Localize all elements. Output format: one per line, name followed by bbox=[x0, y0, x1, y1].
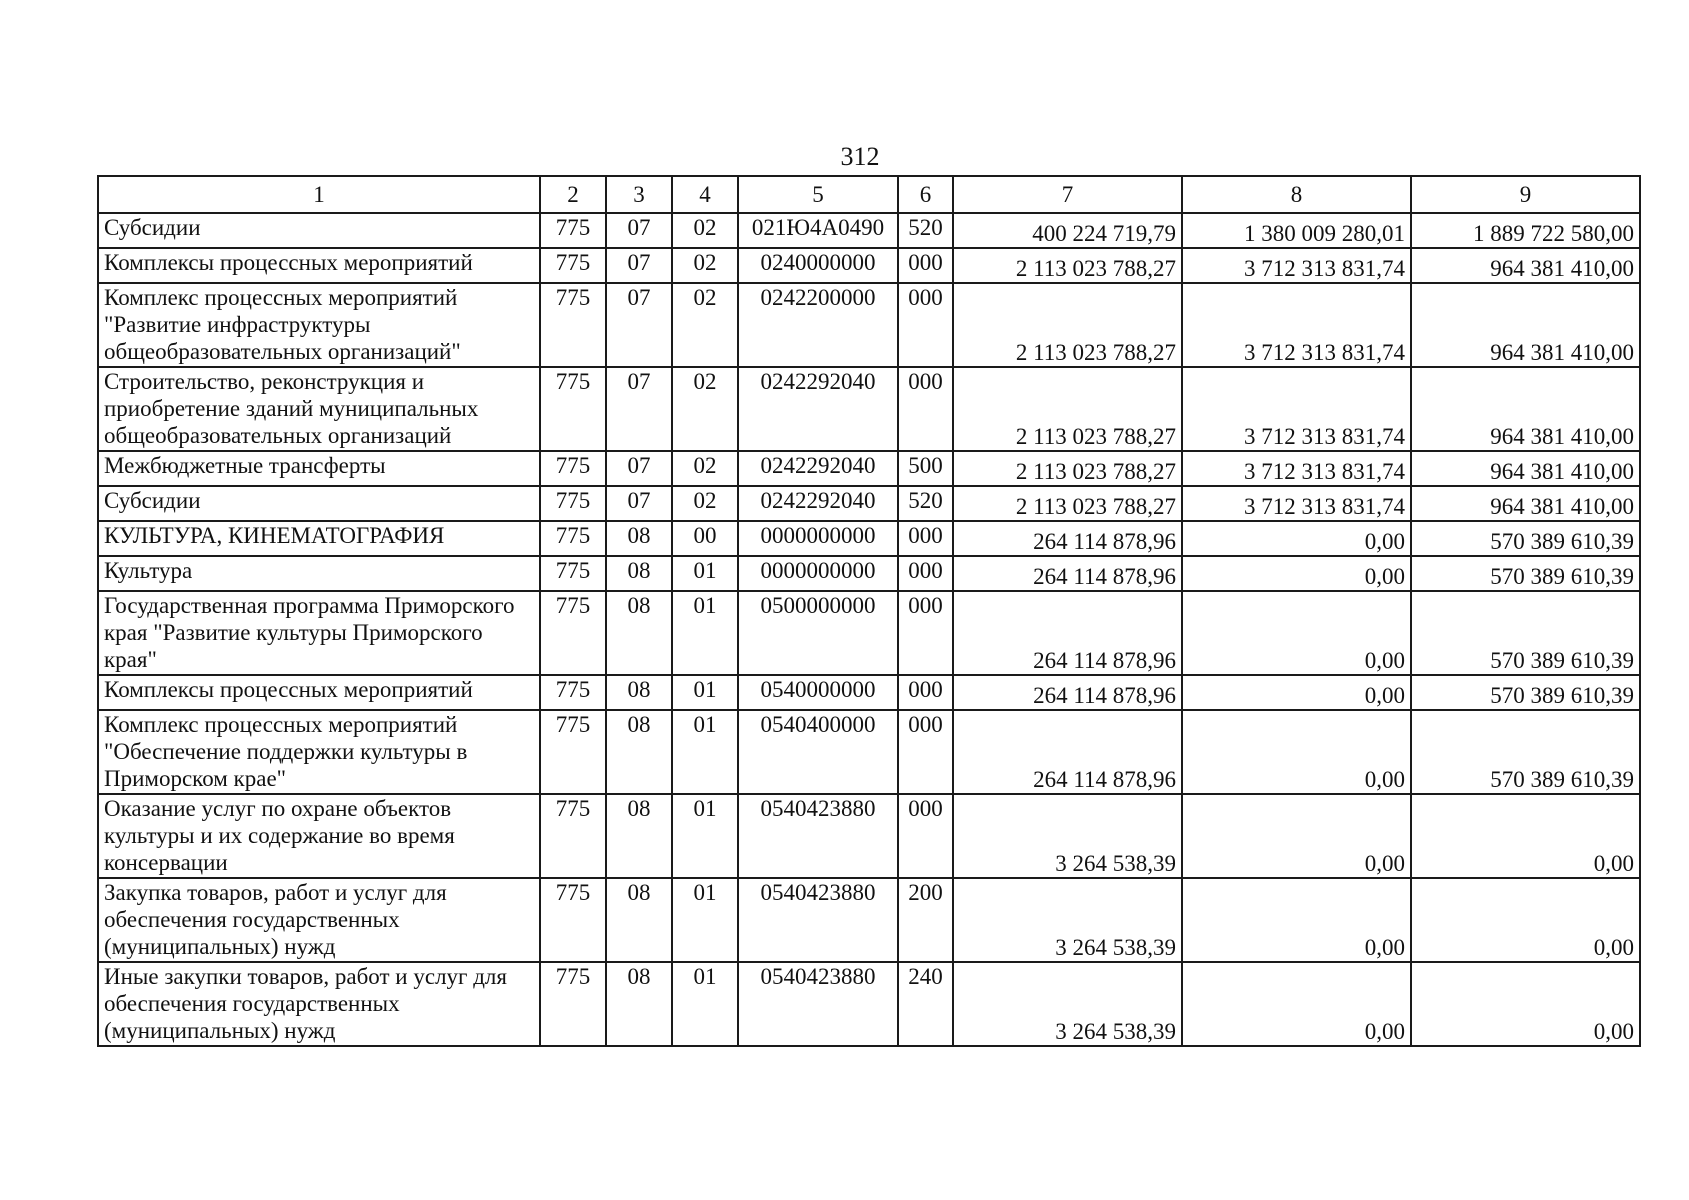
table-row bbox=[98, 367, 1640, 451]
table-row bbox=[98, 521, 1640, 556]
row-section-cell: 08 bbox=[606, 591, 672, 675]
column-header: 9 bbox=[1411, 176, 1640, 213]
row-code-cell: 775 bbox=[540, 283, 606, 367]
row-amount-cell: 0,00 bbox=[1182, 794, 1411, 878]
row-name-cell: Закупка товаров, работ и услуг для обеспечения государственных (муниципальных) нужд bbox=[98, 878, 540, 962]
column-header: 8 bbox=[1182, 176, 1411, 213]
row-section-cell: 08 bbox=[606, 878, 672, 962]
table-row bbox=[98, 283, 1640, 367]
row-amount-cell: 2 113 023 788,27 bbox=[953, 486, 1182, 521]
row-target-article-cell: 0000000000 bbox=[738, 521, 898, 556]
row-code-cell: 775 bbox=[540, 451, 606, 486]
row-section-cell: 07 bbox=[606, 486, 672, 521]
row-target-article-cell: 0540423880 bbox=[738, 794, 898, 878]
row-amount-cell: 570 389 610,39 bbox=[1411, 521, 1640, 556]
row-target-article-cell: 0540400000 bbox=[738, 710, 898, 794]
row-amount-cell: 0,00 bbox=[1411, 962, 1640, 1046]
row-target-article-cell: 0540000000 bbox=[738, 675, 898, 710]
header-row bbox=[98, 176, 1640, 213]
table-row bbox=[98, 213, 1640, 248]
row-expense-type-cell: 520 bbox=[898, 213, 953, 248]
row-section-cell: 07 bbox=[606, 451, 672, 486]
row-expense-type-cell: 000 bbox=[898, 283, 953, 367]
row-target-article-cell: 021Ю4А0490 bbox=[738, 213, 898, 248]
column-header: 4 bbox=[672, 176, 738, 213]
table-row bbox=[98, 794, 1640, 878]
row-expense-type-cell: 000 bbox=[898, 556, 953, 591]
row-name-cell: Государственная программа Приморского края "Развитие культуры Приморского края" bbox=[98, 591, 540, 675]
row-name-cell: Культура bbox=[98, 556, 540, 591]
row-subsection-cell: 01 bbox=[672, 878, 738, 962]
row-amount-cell: 264 114 878,96 bbox=[953, 675, 1182, 710]
row-amount-cell: 264 114 878,96 bbox=[953, 521, 1182, 556]
row-amount-cell: 2 113 023 788,27 bbox=[953, 283, 1182, 367]
row-amount-cell: 264 114 878,96 bbox=[953, 556, 1182, 591]
row-subsection-cell: 02 bbox=[672, 213, 738, 248]
table-row bbox=[98, 878, 1640, 962]
row-subsection-cell: 01 bbox=[672, 794, 738, 878]
row-amount-cell: 0,00 bbox=[1182, 878, 1411, 962]
table-row bbox=[98, 556, 1640, 591]
row-amount-cell: 3 712 313 831,74 bbox=[1182, 367, 1411, 451]
row-name-cell: Комплексы процессных мероприятий bbox=[98, 248, 540, 283]
table-row bbox=[98, 962, 1640, 1046]
row-target-article-cell: 0242292040 bbox=[738, 451, 898, 486]
row-amount-cell: 264 114 878,96 bbox=[953, 710, 1182, 794]
column-header: 3 bbox=[606, 176, 672, 213]
row-subsection-cell: 01 bbox=[672, 556, 738, 591]
row-amount-cell: 3 712 313 831,74 bbox=[1182, 283, 1411, 367]
row-amount-cell: 570 389 610,39 bbox=[1411, 556, 1640, 591]
row-amount-cell: 0,00 bbox=[1182, 591, 1411, 675]
budget-table bbox=[97, 175, 1641, 1047]
row-code-cell: 775 bbox=[540, 521, 606, 556]
row-expense-type-cell: 520 bbox=[898, 486, 953, 521]
row-expense-type-cell: 000 bbox=[898, 248, 953, 283]
row-code-cell: 775 bbox=[540, 962, 606, 1046]
row-subsection-cell: 02 bbox=[672, 486, 738, 521]
row-name-cell: Комплекс процессных мероприятий "Развитие инфраструктуры общеобразовательных организаций" bbox=[98, 283, 540, 367]
row-section-cell: 08 bbox=[606, 675, 672, 710]
row-section-cell: 08 bbox=[606, 794, 672, 878]
table-row bbox=[98, 451, 1640, 486]
row-target-article-cell: 0240000000 bbox=[738, 248, 898, 283]
row-section-cell: 07 bbox=[606, 283, 672, 367]
table-row bbox=[98, 248, 1640, 283]
row-expense-type-cell: 240 bbox=[898, 962, 953, 1046]
row-code-cell: 775 bbox=[540, 794, 606, 878]
row-amount-cell: 3 264 538,39 bbox=[953, 878, 1182, 962]
column-header: 5 bbox=[738, 176, 898, 213]
row-amount-cell: 0,00 bbox=[1182, 675, 1411, 710]
row-name-cell: Иные закупки товаров, работ и услуг для обеспечения государственных (муниципальных) нужд bbox=[98, 962, 540, 1046]
row-section-cell: 08 bbox=[606, 556, 672, 591]
column-header: 7 bbox=[953, 176, 1182, 213]
row-amount-cell: 3 712 313 831,74 bbox=[1182, 486, 1411, 521]
row-code-cell: 775 bbox=[540, 556, 606, 591]
row-name-cell: Межбюджетные трансферты bbox=[98, 451, 540, 486]
row-expense-type-cell: 000 bbox=[898, 710, 953, 794]
row-section-cell: 07 bbox=[606, 367, 672, 451]
row-expense-type-cell: 000 bbox=[898, 367, 953, 451]
row-amount-cell: 3 712 313 831,74 bbox=[1182, 248, 1411, 283]
row-target-article-cell: 0000000000 bbox=[738, 556, 898, 591]
table-row bbox=[98, 675, 1640, 710]
row-amount-cell: 0,00 bbox=[1182, 521, 1411, 556]
row-code-cell: 775 bbox=[540, 878, 606, 962]
row-amount-cell: 3 264 538,39 bbox=[953, 794, 1182, 878]
row-code-cell: 775 bbox=[540, 486, 606, 521]
row-amount-cell: 0,00 bbox=[1182, 962, 1411, 1046]
row-code-cell: 775 bbox=[540, 675, 606, 710]
row-code-cell: 775 bbox=[540, 213, 606, 248]
row-expense-type-cell: 200 bbox=[898, 878, 953, 962]
row-code-cell: 775 bbox=[540, 710, 606, 794]
row-amount-cell: 264 114 878,96 bbox=[953, 591, 1182, 675]
row-subsection-cell: 01 bbox=[672, 710, 738, 794]
row-name-cell: КУЛЬТУРА, КИНЕМАТОГРАФИЯ bbox=[98, 521, 540, 556]
row-target-article-cell: 0242200000 bbox=[738, 283, 898, 367]
row-amount-cell: 964 381 410,00 bbox=[1411, 248, 1640, 283]
row-expense-type-cell: 000 bbox=[898, 521, 953, 556]
row-amount-cell: 570 389 610,39 bbox=[1411, 710, 1640, 794]
row-amount-cell: 0,00 bbox=[1411, 878, 1640, 962]
row-code-cell: 775 bbox=[540, 591, 606, 675]
table-row bbox=[98, 486, 1640, 521]
row-amount-cell: 2 113 023 788,27 bbox=[953, 451, 1182, 486]
table-row bbox=[98, 591, 1640, 675]
column-header: 6 bbox=[898, 176, 953, 213]
row-amount-cell: 0,00 bbox=[1411, 794, 1640, 878]
row-amount-cell: 2 113 023 788,27 bbox=[953, 248, 1182, 283]
row-expense-type-cell: 000 bbox=[898, 675, 953, 710]
row-amount-cell: 964 381 410,00 bbox=[1411, 283, 1640, 367]
row-amount-cell: 570 389 610,39 bbox=[1411, 591, 1640, 675]
row-amount-cell: 0,00 bbox=[1182, 710, 1411, 794]
row-amount-cell: 964 381 410,00 bbox=[1411, 486, 1640, 521]
row-name-cell: Комплекс процессных мероприятий "Обеспечение поддержки культуры в Приморском крае" bbox=[98, 710, 540, 794]
row-subsection-cell: 02 bbox=[672, 367, 738, 451]
row-name-cell: Комплексы процессных мероприятий bbox=[98, 675, 540, 710]
row-code-cell: 775 bbox=[540, 248, 606, 283]
row-subsection-cell: 00 bbox=[672, 521, 738, 556]
row-target-article-cell: 0540423880 bbox=[738, 962, 898, 1046]
row-subsection-cell: 02 bbox=[672, 451, 738, 486]
page-number: 312 bbox=[840, 142, 880, 171]
row-amount-cell: 3 712 313 831,74 bbox=[1182, 451, 1411, 486]
row-target-article-cell: 0242292040 bbox=[738, 367, 898, 451]
row-subsection-cell: 02 bbox=[672, 248, 738, 283]
row-amount-cell: 964 381 410,00 bbox=[1411, 367, 1640, 451]
row-section-cell: 08 bbox=[606, 710, 672, 794]
row-subsection-cell: 02 bbox=[672, 283, 738, 367]
row-expense-type-cell: 500 bbox=[898, 451, 953, 486]
row-amount-cell: 3 264 538,39 bbox=[953, 962, 1182, 1046]
row-target-article-cell: 0242292040 bbox=[738, 486, 898, 521]
row-expense-type-cell: 000 bbox=[898, 794, 953, 878]
table-row bbox=[98, 710, 1640, 794]
row-section-cell: 07 bbox=[606, 248, 672, 283]
row-name-cell: Строительство, реконструкция и приобретение зданий муниципальных общеобразовательных организаций bbox=[98, 367, 540, 451]
row-amount-cell: 1 889 722 580,00 bbox=[1411, 213, 1640, 248]
row-subsection-cell: 01 bbox=[672, 675, 738, 710]
row-name-cell: Оказание услуг по охране объектов культуры и их содержание во время консервации bbox=[98, 794, 540, 878]
column-header: 2 bbox=[540, 176, 606, 213]
row-target-article-cell: 0500000000 bbox=[738, 591, 898, 675]
column-header: 1 bbox=[98, 176, 540, 213]
row-amount-cell: 1 380 009 280,01 bbox=[1182, 213, 1411, 248]
row-amount-cell: 2 113 023 788,27 bbox=[953, 367, 1182, 451]
row-section-cell: 07 bbox=[606, 213, 672, 248]
row-subsection-cell: 01 bbox=[672, 962, 738, 1046]
row-code-cell: 775 bbox=[540, 367, 606, 451]
row-name-cell: Субсидии bbox=[98, 486, 540, 521]
row-subsection-cell: 01 bbox=[672, 591, 738, 675]
row-amount-cell: 400 224 719,79 bbox=[953, 213, 1182, 248]
row-name-cell: Субсидии bbox=[98, 213, 540, 248]
row-expense-type-cell: 000 bbox=[898, 591, 953, 675]
row-amount-cell: 964 381 410,00 bbox=[1411, 451, 1640, 486]
row-section-cell: 08 bbox=[606, 521, 672, 556]
row-target-article-cell: 0540423880 bbox=[738, 878, 898, 962]
row-amount-cell: 0,00 bbox=[1182, 556, 1411, 591]
row-amount-cell: 570 389 610,39 bbox=[1411, 675, 1640, 710]
row-section-cell: 08 bbox=[606, 962, 672, 1046]
